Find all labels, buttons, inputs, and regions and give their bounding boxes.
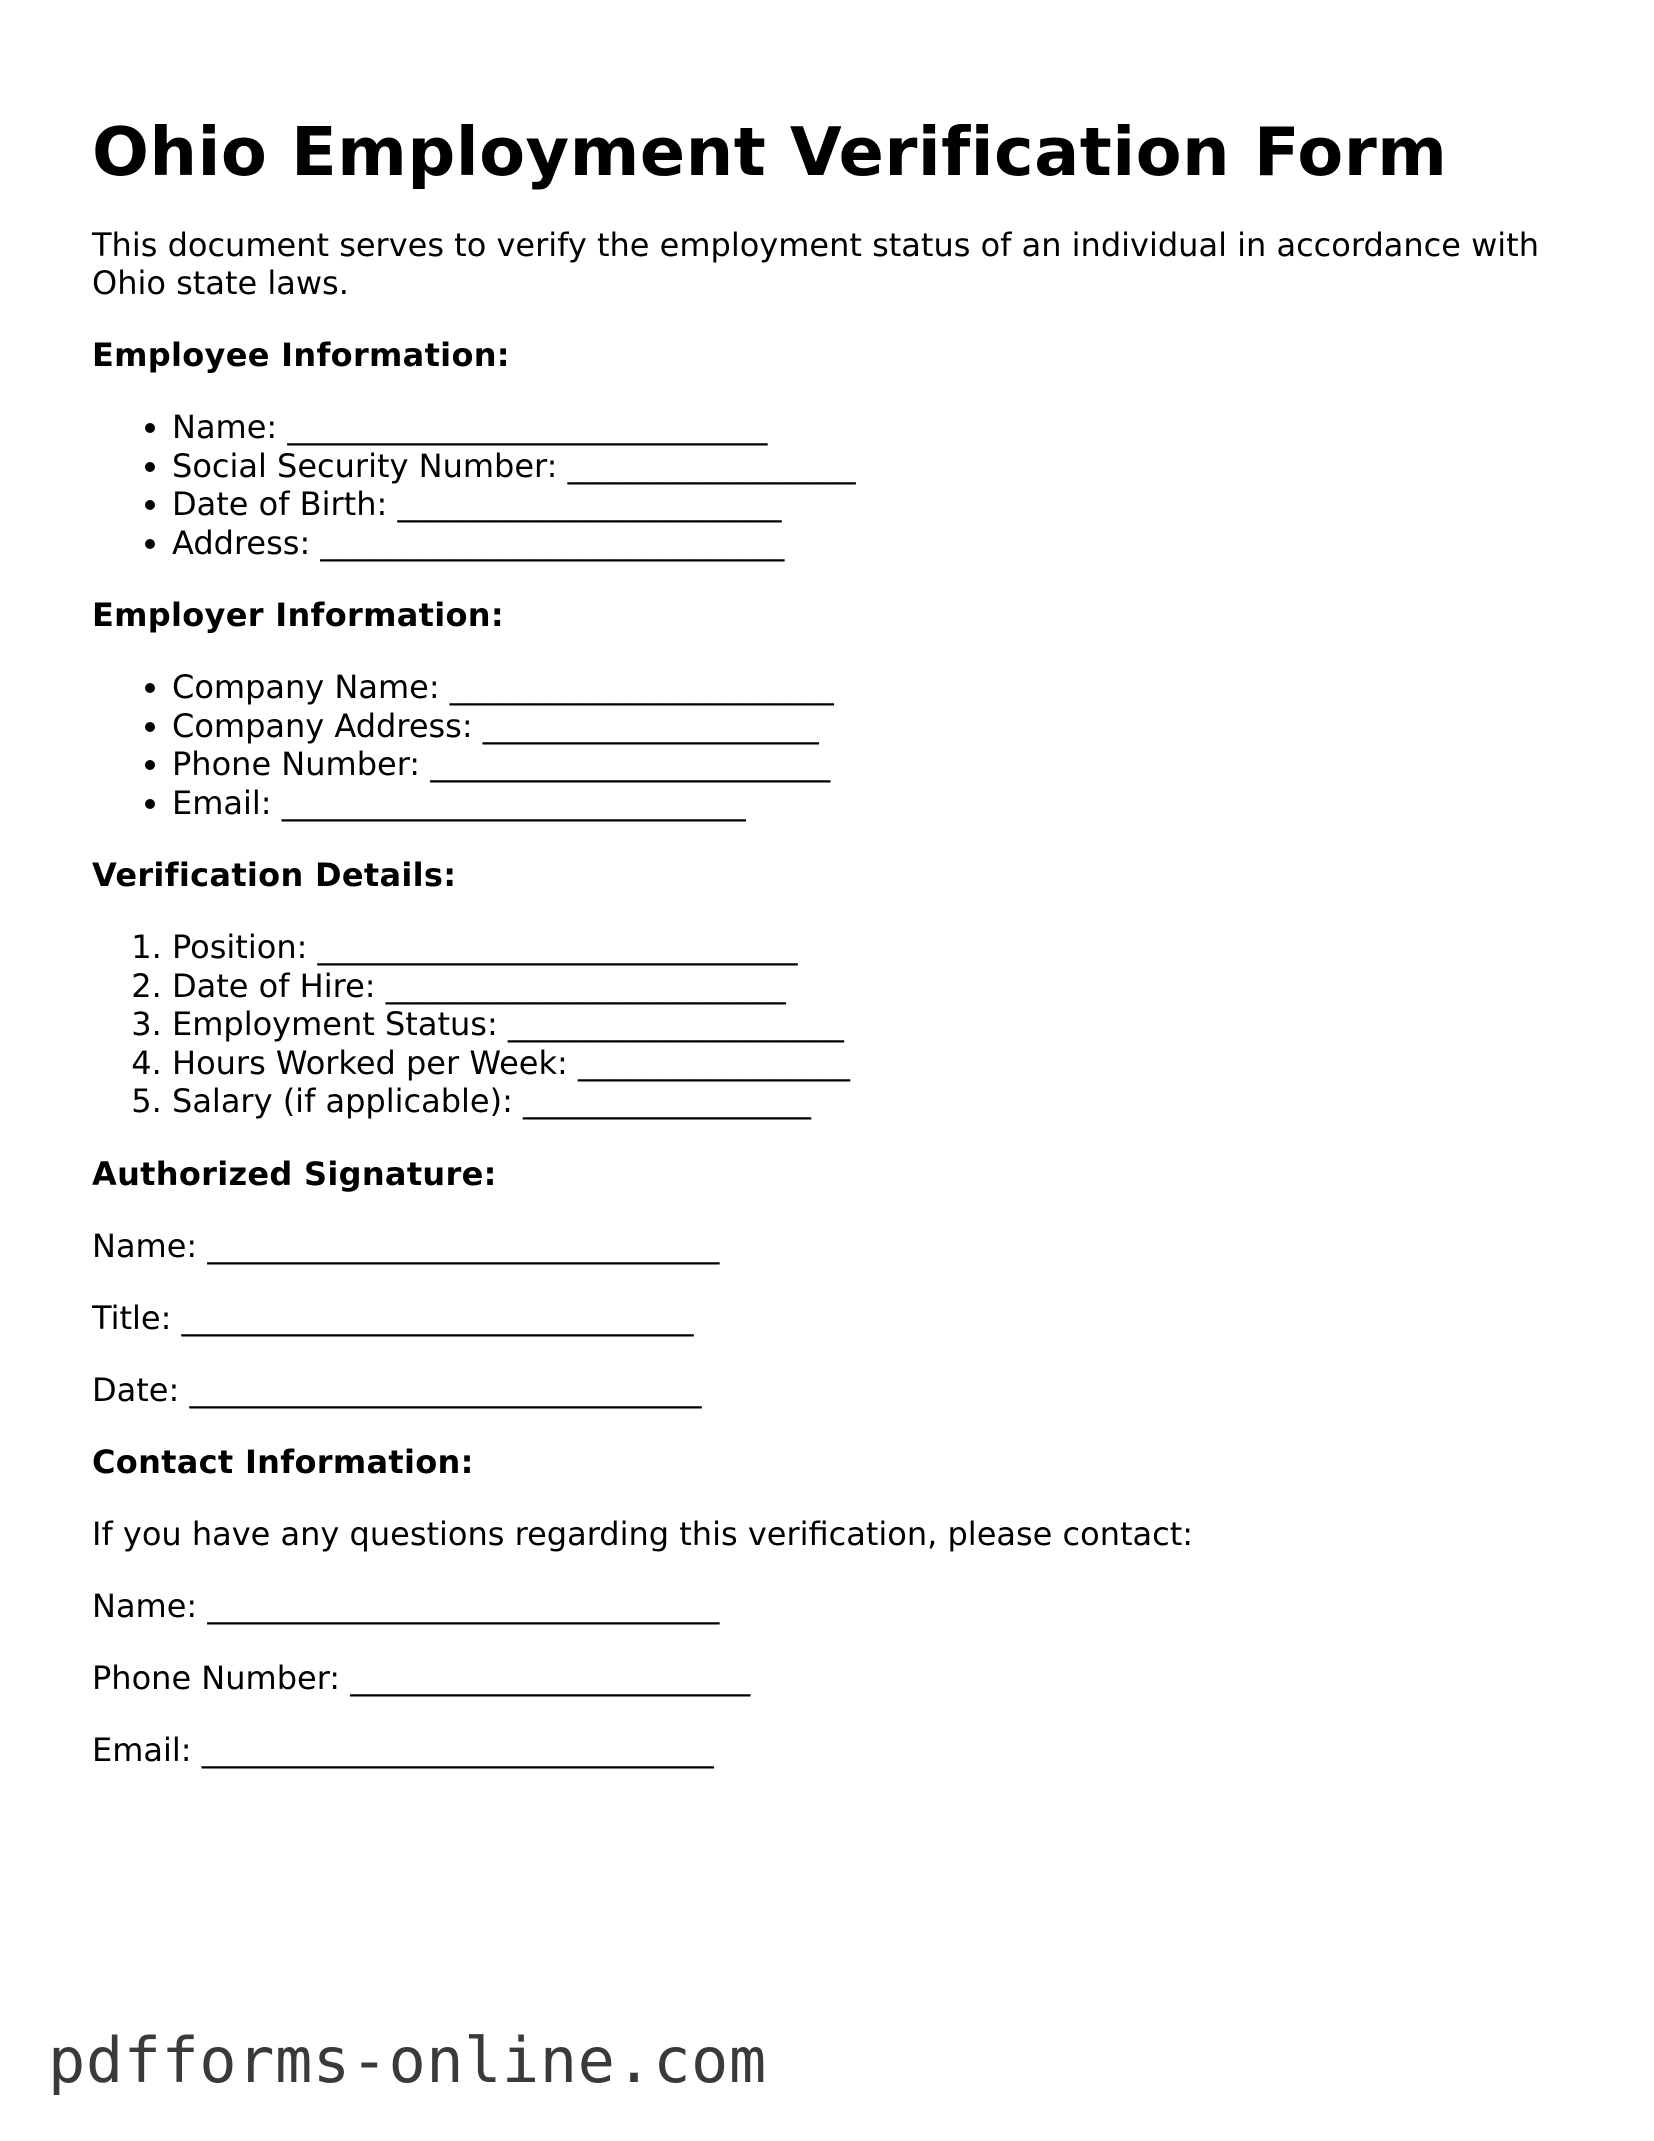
contact-email-field[interactable]: Email: ________________________________ (92, 1730, 714, 1769)
authorized-signature-heading: Authorized Signature: (92, 1154, 497, 1193)
site-watermark: pdfforms-online.com (48, 2024, 767, 2097)
employer-info-list (92, 668, 1572, 822)
company-address-field[interactable]: • Company Address: _____________________ (172, 707, 1572, 746)
employee-info-heading: Employee Information: (92, 336, 510, 374)
intro-paragraph: This document serves to verify the employment status of an individual in accordance with Ohio state laws. (92, 226, 1539, 302)
company-name-field[interactable]: • Company Name: ________________________ (172, 668, 1572, 707)
employment-status-field[interactable]: 3. Employment Status: _____________________ (172, 1005, 1572, 1044)
contact-name-field[interactable]: Name: ________________________________ (92, 1586, 720, 1625)
employee-ssn-field[interactable]: • Social Security Number: __________________ (172, 447, 1572, 486)
employee-address-field[interactable]: • Address: _____________________________ (172, 524, 1572, 563)
employer-info-heading: Employer Information: (92, 596, 504, 634)
company-phone-field[interactable]: • Phone Number: _________________________ (172, 745, 1572, 784)
employee-info-list (92, 408, 1572, 562)
employee-dob-field[interactable]: • Date of Birth: ________________________ (172, 485, 1572, 524)
position-field[interactable]: 1. Position: ______________________________ (172, 928, 1572, 967)
contact-instructions: If you have any questions regarding this verification, please contact: (92, 1514, 1194, 1553)
signature-name-field[interactable]: Name: ________________________________ (92, 1226, 720, 1265)
salary-field[interactable]: 5. Salary (if applicable): __________________ (172, 1082, 1572, 1121)
signature-date-field[interactable]: Date: ________________________________ (92, 1370, 702, 1409)
hours-per-week-field[interactable]: 4. Hours Worked per Week: _________________ (172, 1044, 1572, 1083)
employee-name-field[interactable]: • Name: ______________________________ (172, 408, 1572, 447)
signature-title-field[interactable]: Title: ________________________________ (92, 1298, 694, 1337)
verification-details-list (92, 928, 1572, 1121)
contact-phone-field[interactable]: Phone Number: _________________________ (92, 1658, 751, 1697)
contact-info-heading: Contact Information: (92, 1442, 474, 1481)
company-email-field[interactable]: • Email: _____________________________ (172, 784, 1572, 823)
date-of-hire-field[interactable]: 2. Date of Hire: _________________________ (172, 967, 1572, 1006)
page-title: Ohio Employment Verification Form (92, 113, 1448, 191)
verification-details-heading: Verification Details: (92, 856, 457, 894)
document-page (92, 112, 1572, 1803)
